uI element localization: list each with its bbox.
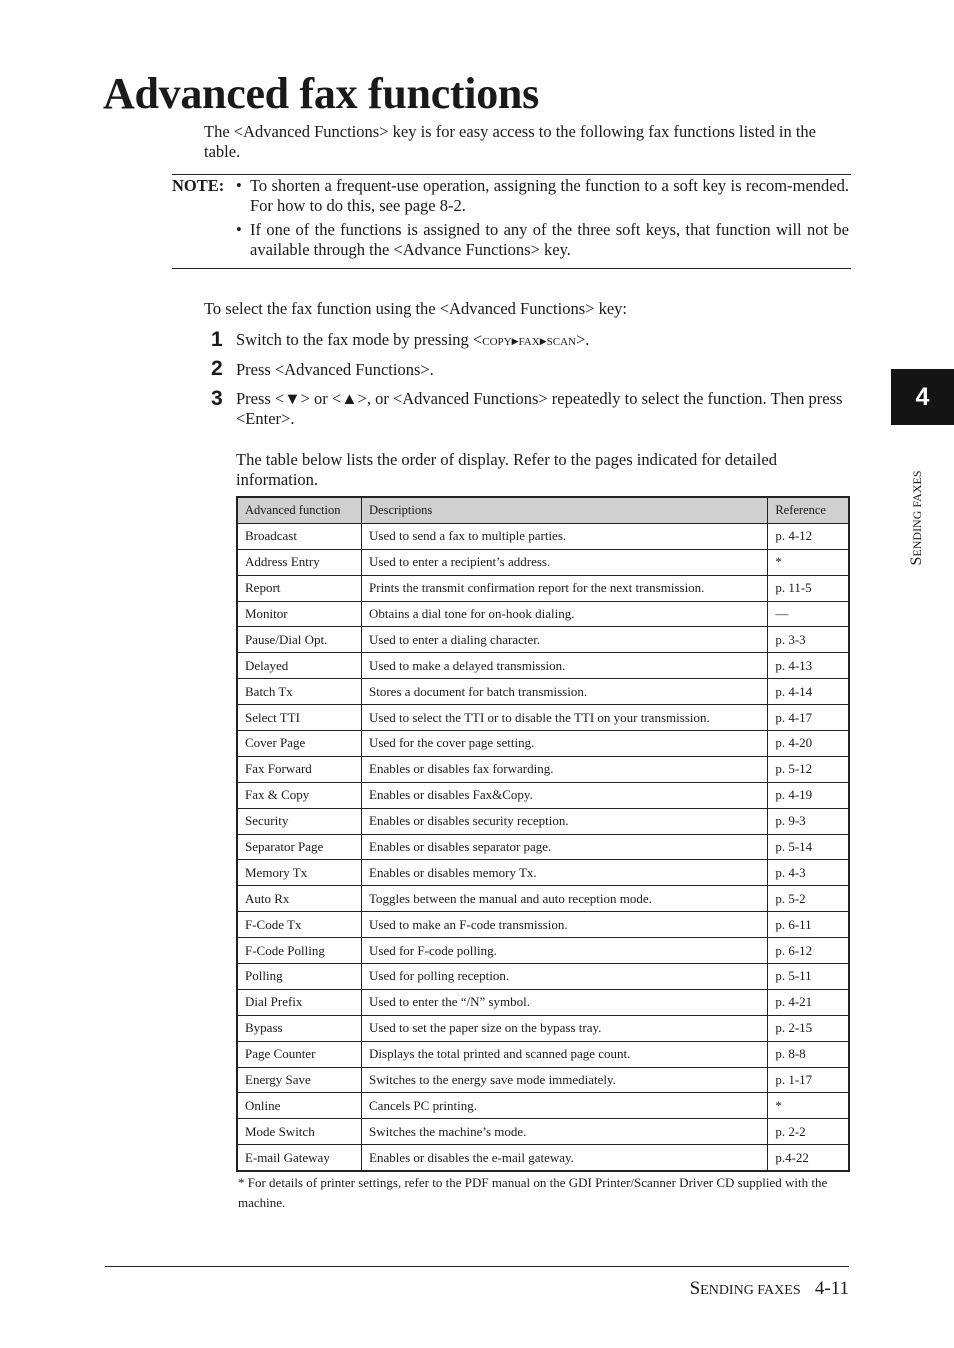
reference-cell: p. 6-12 [768, 938, 849, 964]
description-cell: Used for polling reception. [362, 964, 768, 990]
step-number: 2 [211, 357, 223, 380]
page-number: 4-11 [814, 1278, 849, 1299]
function-name-cell: Report [237, 575, 362, 601]
table-row [237, 705, 849, 731]
table-row [237, 1067, 849, 1093]
note-top-rule [172, 174, 851, 175]
chapter-side-label [907, 468, 927, 568]
description-cell: Displays the total printed and scanned page count. [362, 1041, 768, 1067]
note-item-text: If one of the functions is assigned to any of the three soft keys, that function will not be available through the <Advance Functions> key. [250, 220, 849, 259]
function-name-cell: Select TTI [237, 705, 362, 731]
reference-cell: p. 8-8 [768, 1041, 849, 1067]
table-row [237, 523, 849, 549]
function-name-cell: Batch Tx [237, 679, 362, 705]
function-name-cell: Energy Save [237, 1067, 362, 1093]
description-cell: Used to enter the “/N” symbol. [362, 989, 768, 1015]
function-name-cell: Page Counter [237, 1041, 362, 1067]
reference-cell: p. 9-3 [768, 808, 849, 834]
side-label-rest: ENDING FAXES [910, 470, 924, 557]
description-cell: Used to enter a dialing character. [362, 627, 768, 653]
description-cell: Toggles between the manual and auto reception mode. [362, 886, 768, 912]
table-row [237, 601, 849, 627]
function-name-cell: F-Code Polling [237, 938, 362, 964]
reference-cell: p.4-22 [768, 1145, 849, 1171]
function-name-cell: Address Entry [237, 549, 362, 575]
description-cell: Obtains a dial tone for on-hook dialing. [362, 601, 768, 627]
fax-key-label: FAX [518, 336, 540, 348]
table-row [237, 1119, 849, 1145]
table-header-row [237, 497, 849, 523]
function-name-cell: Auto Rx [237, 886, 362, 912]
reference-cell: p. 4-17 [768, 705, 849, 731]
footnote: * For details of printer settings, refer to the PDF manual on the GDI Printer/Scanner Driver CD supplied with the machine. [238, 1175, 828, 1210]
reference-cell: p. 4-20 [768, 731, 849, 757]
note-item-text: To shorten a frequent-use operation, assigning the function to a soft key is recom-mended. For how to do this, see page 8-2. [250, 176, 849, 215]
table-row [237, 886, 849, 912]
step-number: 3 [211, 387, 223, 410]
function-name-cell: Online [237, 1093, 362, 1119]
function-name-cell: Mode Switch [237, 1119, 362, 1145]
intro-paragraph: The <Advanced Functions> key is for easy access to the following fax functions listed in the table. [204, 122, 817, 161]
description-cell: Enables or disables the e-mail gateway. [362, 1145, 768, 1171]
table-row [237, 549, 849, 575]
description-cell: Used to make a delayed transmission. [362, 653, 768, 679]
table-row [237, 1015, 849, 1041]
function-name-cell: Memory Tx [237, 860, 362, 886]
note-item [236, 176, 849, 216]
chapter-tab: 4 [891, 369, 954, 425]
reference-cell: p. 2-2 [768, 1119, 849, 1145]
side-label-initial: S [908, 556, 925, 566]
table-row [237, 1041, 849, 1067]
description-cell: Used for F-code polling. [362, 938, 768, 964]
select-instruction: To select the fax function using the <Advanced Functions> key: [204, 299, 627, 318]
reference-cell: — [768, 601, 849, 627]
reference-cell: p. 5-11 [768, 964, 849, 990]
table-row [237, 782, 849, 808]
function-name-cell: Polling [237, 964, 362, 990]
description-cell: Used for the cover page setting. [362, 731, 768, 757]
description-cell: Enables or disables security reception. [362, 808, 768, 834]
table-row [237, 575, 849, 601]
reference-cell: p. 1-17 [768, 1067, 849, 1093]
table-row [237, 964, 849, 990]
triangle-right-icon: ▶ [539, 336, 547, 346]
page-title: Advanced fax functions [103, 69, 539, 118]
table-header-cell: Descriptions [362, 497, 768, 523]
description-cell: Enables or disables memory Tx. [362, 860, 768, 886]
reference-cell: p. 3-3 [768, 627, 849, 653]
description-cell: Used to set the paper size on the bypass tray. [362, 1015, 768, 1041]
triangle-right-icon: ▶ [511, 336, 519, 346]
footer-section-initial: S [689, 1278, 701, 1299]
reference-cell: p. 5-2 [768, 886, 849, 912]
table-row [237, 653, 849, 679]
table-row [237, 989, 849, 1015]
table-row [237, 938, 849, 964]
step-text-after: >. [575, 330, 590, 349]
function-name-cell: Pause/Dial Opt. [237, 627, 362, 653]
reference-cell: p. 5-14 [768, 834, 849, 860]
reference-cell: p. 4-19 [768, 782, 849, 808]
table-intro: The table below lists the order of display. Refer to the pages indicated for detailed information. [236, 450, 777, 489]
reference-cell: p. 4-12 [768, 523, 849, 549]
reference-cell: p. 6-11 [768, 912, 849, 938]
table-row [237, 912, 849, 938]
note-item [236, 220, 849, 260]
description-cell: Enables or disables separator page. [362, 834, 768, 860]
step-text-before: Switch to the fax mode by pressing < [236, 330, 483, 349]
step-text: Press <Advanced Functions>. [236, 360, 434, 379]
reference-cell: p. 4-13 [768, 653, 849, 679]
description-cell: Used to select the TTI or to disable the TTI on your transmission. [362, 705, 768, 731]
reference-cell: * [768, 1093, 849, 1119]
table-row [237, 627, 849, 653]
description-cell: Stores a document for batch transmission. [362, 679, 768, 705]
function-name-cell: Fax Forward [237, 756, 362, 782]
function-name-cell: Delayed [237, 653, 362, 679]
table-row [237, 731, 849, 757]
scan-key-label: SCAN [546, 336, 576, 348]
description-cell: Switches to the energy save mode immediately. [362, 1067, 768, 1093]
table-row [237, 808, 849, 834]
function-name-cell: E-mail Gateway [237, 1145, 362, 1171]
table-row [237, 679, 849, 705]
description-cell: Used to send a fax to multiple parties. [362, 523, 768, 549]
table-row [237, 860, 849, 886]
bullet: • [236, 176, 242, 195]
table-row [237, 1093, 849, 1119]
note-label: NOTE: [172, 176, 225, 195]
function-name-cell: Monitor [237, 601, 362, 627]
description-cell: Switches the machine’s mode. [362, 1119, 768, 1145]
function-name-cell: Dial Prefix [237, 989, 362, 1015]
description-cell: Enables or disables fax forwarding. [362, 756, 768, 782]
reference-cell: p. 5-12 [768, 756, 849, 782]
reference-cell: p. 4-3 [768, 860, 849, 886]
table-row [237, 834, 849, 860]
function-name-cell: Broadcast [237, 523, 362, 549]
reference-cell: p. 11-5 [768, 575, 849, 601]
note-bottom-rule [172, 268, 851, 269]
table-row [237, 756, 849, 782]
description-cell: Used to make an F-code transmission. [362, 912, 768, 938]
step-text [236, 330, 848, 352]
reference-cell: p. 2-15 [768, 1015, 849, 1041]
function-name-cell: Security [237, 808, 362, 834]
reference-cell: * [768, 549, 849, 575]
step-number: 1 [211, 328, 223, 351]
function-name-cell: F-Code Tx [237, 912, 362, 938]
footer-section-rest: ENDING FAXES [700, 1283, 801, 1298]
table-header-cell: Reference [768, 497, 849, 523]
function-name-cell: Bypass [237, 1015, 362, 1041]
bullet: • [236, 220, 242, 239]
reference-cell: p. 4-14 [768, 679, 849, 705]
footer-rule [105, 1266, 849, 1267]
description-cell: Used to enter a recipient’s address. [362, 549, 768, 575]
copy-key-label: COPY [482, 336, 512, 348]
functions-table [236, 496, 850, 1172]
page-footer [690, 1277, 849, 1303]
table-row [237, 1145, 849, 1171]
function-name-cell: Fax & Copy [237, 782, 362, 808]
step-text: Press <▼> or <▲>, or <Advanced Functions> repeatedly to select the function. Then press <Enter>. [236, 389, 843, 428]
function-name-cell: Cover Page [237, 731, 362, 757]
reference-cell: p. 4-21 [768, 989, 849, 1015]
function-name-cell: Separator Page [237, 834, 362, 860]
description-cell: Prints the transmit confirmation report for the next transmission. [362, 575, 768, 601]
description-cell: Cancels PC printing. [362, 1093, 768, 1119]
description-cell: Enables or disables Fax&Copy. [362, 782, 768, 808]
table-header-cell: Advanced function [237, 497, 362, 523]
